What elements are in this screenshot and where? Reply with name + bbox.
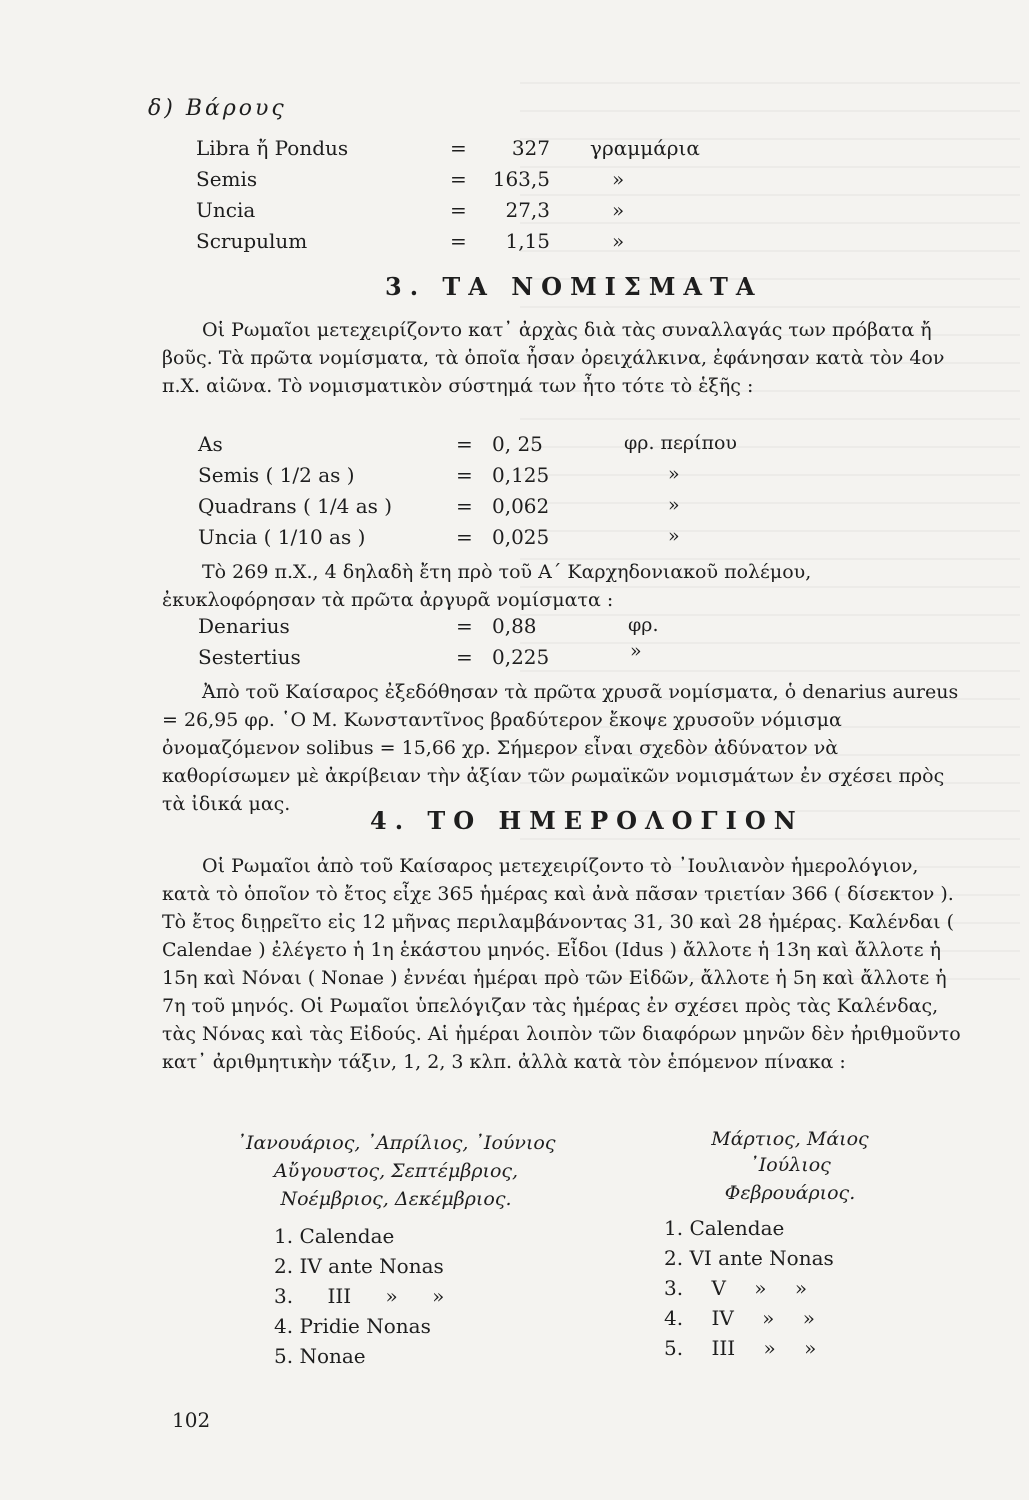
coin-label: As bbox=[198, 432, 223, 456]
coin-eq: = bbox=[456, 614, 473, 638]
coin-value: 0,225 bbox=[492, 645, 550, 669]
weight-eq: = bbox=[450, 167, 467, 191]
coin-unit: » bbox=[668, 494, 680, 516]
coin-label: Quadrans ( 1/4 as ) bbox=[198, 494, 393, 518]
weight-label: Libra ἤ Pondus bbox=[196, 136, 349, 160]
left-months-line: ᾿Ιανουάριος, ᾿Απρίλιος, ᾿Ιούνιος bbox=[236, 1132, 556, 1154]
coin-value: 0,88 bbox=[492, 614, 537, 638]
coin-eq: = bbox=[456, 645, 473, 669]
right-calendar-item: 5. III » » bbox=[664, 1336, 817, 1360]
right-months-line: Φεβρουάριος. bbox=[724, 1182, 856, 1204]
coin-eq: = bbox=[456, 463, 473, 487]
coin-eq: = bbox=[456, 494, 473, 518]
coin-value: 0,125 bbox=[492, 463, 550, 487]
weight-eq: = bbox=[450, 136, 467, 160]
coin-label: Denarius bbox=[198, 614, 290, 638]
section3-paragraph-2: Τὸ 269 π.Χ., 4 δηλαδὴ ἔτη πρὸ τοῦ Α΄ Καρχηδονιακοῦ πολέμου, ἐκυκλοφόρησαν τὰ πρῶτα ἀργυρᾶ νομίσματα : bbox=[162, 561, 812, 611]
right-months-line: ᾿Ιούλιος bbox=[749, 1154, 831, 1176]
weight-unit: » bbox=[612, 167, 625, 191]
left-calendar-item: 5. Nonae bbox=[274, 1344, 366, 1368]
weight-label: Uncia bbox=[196, 198, 256, 222]
right-calendar-item: 3. V » » bbox=[664, 1276, 808, 1300]
weight-unit: γραμμάρια bbox=[590, 136, 700, 160]
coin-unit: φρ. περίπου bbox=[624, 432, 737, 454]
weight-value: 163,5 bbox=[492, 167, 550, 191]
weight-eq: = bbox=[450, 229, 467, 253]
coin-unit: φρ. bbox=[628, 614, 659, 636]
bleed-through-texture bbox=[520, 80, 1020, 980]
section3-paragraph-1: Οἱ Ρωμαῖοι μετεχειρίζοντο κατ᾽ ἀρχὰς διὰ τὰς συναλλαγάς των πρόβατα ἤ βοῦς. Τὰ πρῶτα νομίσματα, τὰ ὁποῖα ἦσαν ὀρειχάλκινα, ἐφάνησαν κατὰ τὸν 4ον π.Χ. αἰῶνα. Τὸ νομισματικὸν σύστημά των ἦτο τότε τὸ ἑξῆς : bbox=[162, 319, 945, 397]
section3-paragraph-3: Ἀπὸ τοῦ Καίσαρος ἐξεδόθησαν τὰ πρῶτα χρυσᾶ νομίσματα, ὁ denarius aureus = 26,95 φρ. ῾Ο Μ. Κωνσταντῖνος βραδύτερον ἔκοψε χρυσοῦν νόμισμα ὀνομαζόμενον solibus = 15,66 χρ. Σήμερον εἶναι σχεδὸν ἀδύνατον νὰ καθορίσωμεν μὲ ἀκρίβειαν τὴν ἀξίαν τῶν ρωμαϊκῶν νομισμάτων ἐν σχέσει πρὸς τὰ ἰδικά μας. bbox=[162, 681, 959, 815]
coin-label: Sestertius bbox=[198, 645, 301, 669]
coin-unit: » bbox=[668, 463, 680, 485]
coin-eq: = bbox=[456, 432, 473, 456]
weight-label: Scrupulum bbox=[196, 229, 308, 253]
weight-value: 27,3 bbox=[505, 198, 550, 222]
left-months-line: Αὔγουστος, Σεπτέμβριος, bbox=[273, 1160, 519, 1182]
coin-value: 0, 25 bbox=[492, 432, 543, 456]
weight-value: 1,15 bbox=[505, 229, 550, 253]
weights-heading: δ) Βάρους bbox=[148, 96, 287, 121]
left-calendar-item: 1. Calendae bbox=[274, 1224, 395, 1248]
weight-label: Semis bbox=[196, 167, 258, 191]
right-months-line: Μάρτιος, Μάιος bbox=[711, 1128, 869, 1150]
weight-eq: = bbox=[450, 198, 467, 222]
left-calendar-item: 2. IV ante Nonas bbox=[274, 1254, 444, 1278]
weight-unit: » bbox=[612, 229, 625, 253]
left-calendar-item: 4. Pridie Nonas bbox=[274, 1314, 431, 1338]
right-calendar-item: 1. Calendae bbox=[664, 1216, 785, 1240]
weight-unit: » bbox=[612, 198, 625, 222]
right-calendar-item: 4. IV » » bbox=[664, 1306, 815, 1330]
section4-paragraph: Οἱ Ρωμαῖοι ἀπὸ τοῦ Καίσαρος μετεχειρίζοντο τὸ ᾿Ιουλιανὸν ἡμερολόγιον, κατὰ τὸ ὁποῖον τὸ ἔτος εἶχε 365 ἡμέρας καὶ ἀνὰ πᾶσαν τριετίαν 366 ( δίσεκτον ). Τὸ ἔτος διῃρεῖτο εἰς 12 μῆνας περιλαμβάνοντας 31, 30 καὶ 28 ἡμέρας. Καλένδαι ( Calendae ) ἐλέγετο ἡ 1η ἑκάστου μηνός. Εἶδοι (Idus ) ἄλλοτε ἡ 13η καὶ ἄλλοτε ἡ 15η καὶ Νόναι ( Nonae ) ἐννέαι ἡμέραι πρὸ τῶν Εἰδῶν, ἄλλοτε ἡ 5η καὶ ἄλλοτε ἡ 7η τοῦ μηνός. Οἱ Ρωμαῖοι ὑπελόγιζαν τὰς ἡμέρας ἐν σχέσει πρὸς τὰς Καλένδας, τὰς Νόνας καὶ τὰς Εἰδούς. Αἱ ἡμέραι λοιπὸν τῶν διαφόρων μηνῶν δὲν ἠριθμοῦντο κατ᾽ ἀριθμητικὴν τάξιν, 1, 2, 3 κλπ. ἀλλὰ κατὰ τὸν ἑπόμενον πίνακα : bbox=[162, 855, 961, 1073]
coin-eq: = bbox=[456, 525, 473, 549]
section4-heading: 4. ΤΟ ΗΜΕΡΟΛΟΓΙΟΝ bbox=[370, 806, 804, 835]
coin-label: Uncia ( 1/10 as ) bbox=[198, 525, 366, 549]
right-calendar-item: 2. VI ante Nonas bbox=[664, 1246, 834, 1270]
coin-unit: » bbox=[668, 525, 680, 547]
page-number: 102 bbox=[172, 1408, 211, 1432]
weight-value: 327 bbox=[511, 136, 550, 160]
left-months-line: Νοέμβριος, Δεκέμβριος. bbox=[280, 1188, 512, 1210]
coin-value: 0,025 bbox=[492, 525, 550, 549]
left-calendar-item: 3. III » » bbox=[274, 1284, 445, 1308]
section3-heading: 3. ΤΑ ΝΟΜΙΣΜΑΤΑ bbox=[385, 272, 763, 301]
coin-unit: » bbox=[630, 640, 642, 662]
coin-value: 0,062 bbox=[492, 494, 550, 518]
coin-label: Semis ( 1/2 as ) bbox=[198, 463, 355, 487]
